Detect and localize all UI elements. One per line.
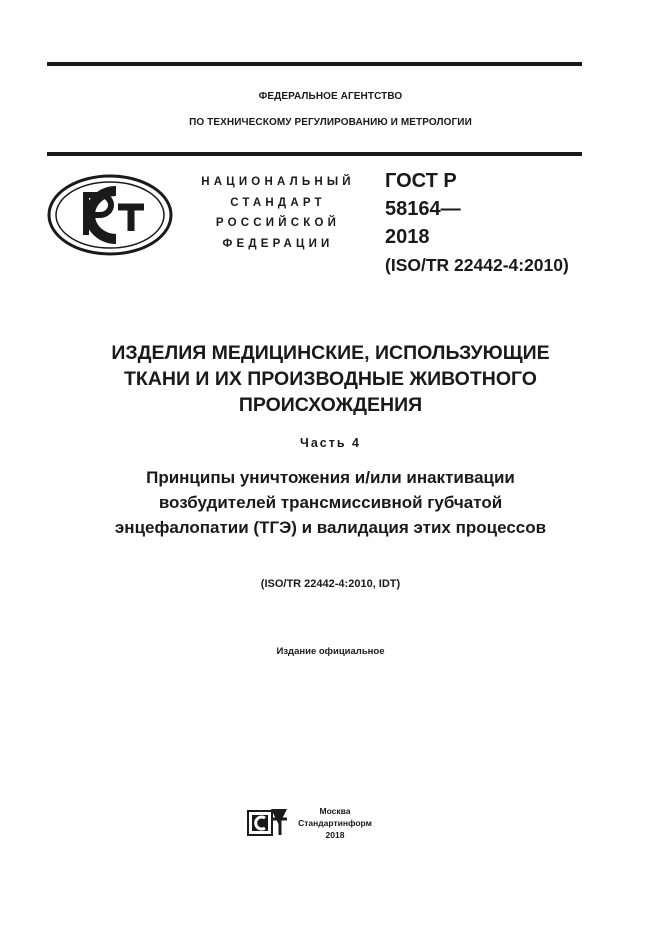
publisher-year: 2018: [325, 830, 345, 840]
document-title: [0, 340, 661, 418]
part-number: Часть 4: [300, 436, 361, 450]
standard-designation: [385, 167, 569, 279]
title-line3: ПРОИСХОЖДЕНИЯ: [238, 394, 423, 416]
title-line2: ТКАНИ И ИХ ПРОИЗВОДНЫЕ ЖИВОТНОГО: [124, 368, 537, 390]
subtitle-line1: Принципы уничтожения и/или инактивации: [146, 468, 515, 487]
subtitle-line2: возбудителей трансмиссивной губчатой: [158, 493, 503, 512]
publisher-city: Москва: [319, 806, 351, 816]
subtitle-line3: энцефалопатии (ТГЭ) и валидация этих процессов: [114, 518, 547, 537]
designation-year: 2018: [385, 226, 430, 248]
rst-certification-mark-icon: [46, 173, 174, 257]
document-subtitle: [0, 465, 661, 540]
agency-name-line2: ПО ТЕХНИЧЕСКОМУ РЕГУЛИРОВАНИЮ И МЕТРОЛОГИИ: [189, 117, 472, 128]
designation-number: 58164—: [385, 198, 461, 220]
national-label-line2: СТАНДАРТ: [230, 196, 326, 209]
middle-rule: [47, 152, 582, 156]
identity-reference: (ISO/TR 22442-4:2010, IDT): [260, 578, 401, 590]
national-standard-label: [188, 172, 368, 254]
title-line1: ИЗДЕЛИЯ МЕДИЦИНСКИЕ, ИСПОЛЬЗУЮЩИЕ: [111, 342, 550, 364]
designation-prefix: ГОСТ Р: [385, 170, 457, 192]
top-rule: [47, 62, 582, 66]
edition-label: Издание официальное: [276, 646, 385, 657]
publisher-name: Стандартинформ: [298, 818, 372, 828]
agency-name-line1: ФЕДЕРАЛЬНОЕ АГЕНТСТВО: [258, 91, 403, 102]
designation-iso-ref: (ISO/TR 22442-4:2010): [385, 255, 569, 275]
national-label-line1: НАЦИОНАЛЬНЫЙ: [201, 176, 355, 188]
national-label-line3: РОССИЙСКОЙ: [215, 217, 341, 229]
publisher-block: [294, 805, 376, 841]
standartinform-logo-icon: [247, 805, 289, 839]
national-label-line4: ФЕДЕРАЦИИ: [222, 237, 334, 250]
